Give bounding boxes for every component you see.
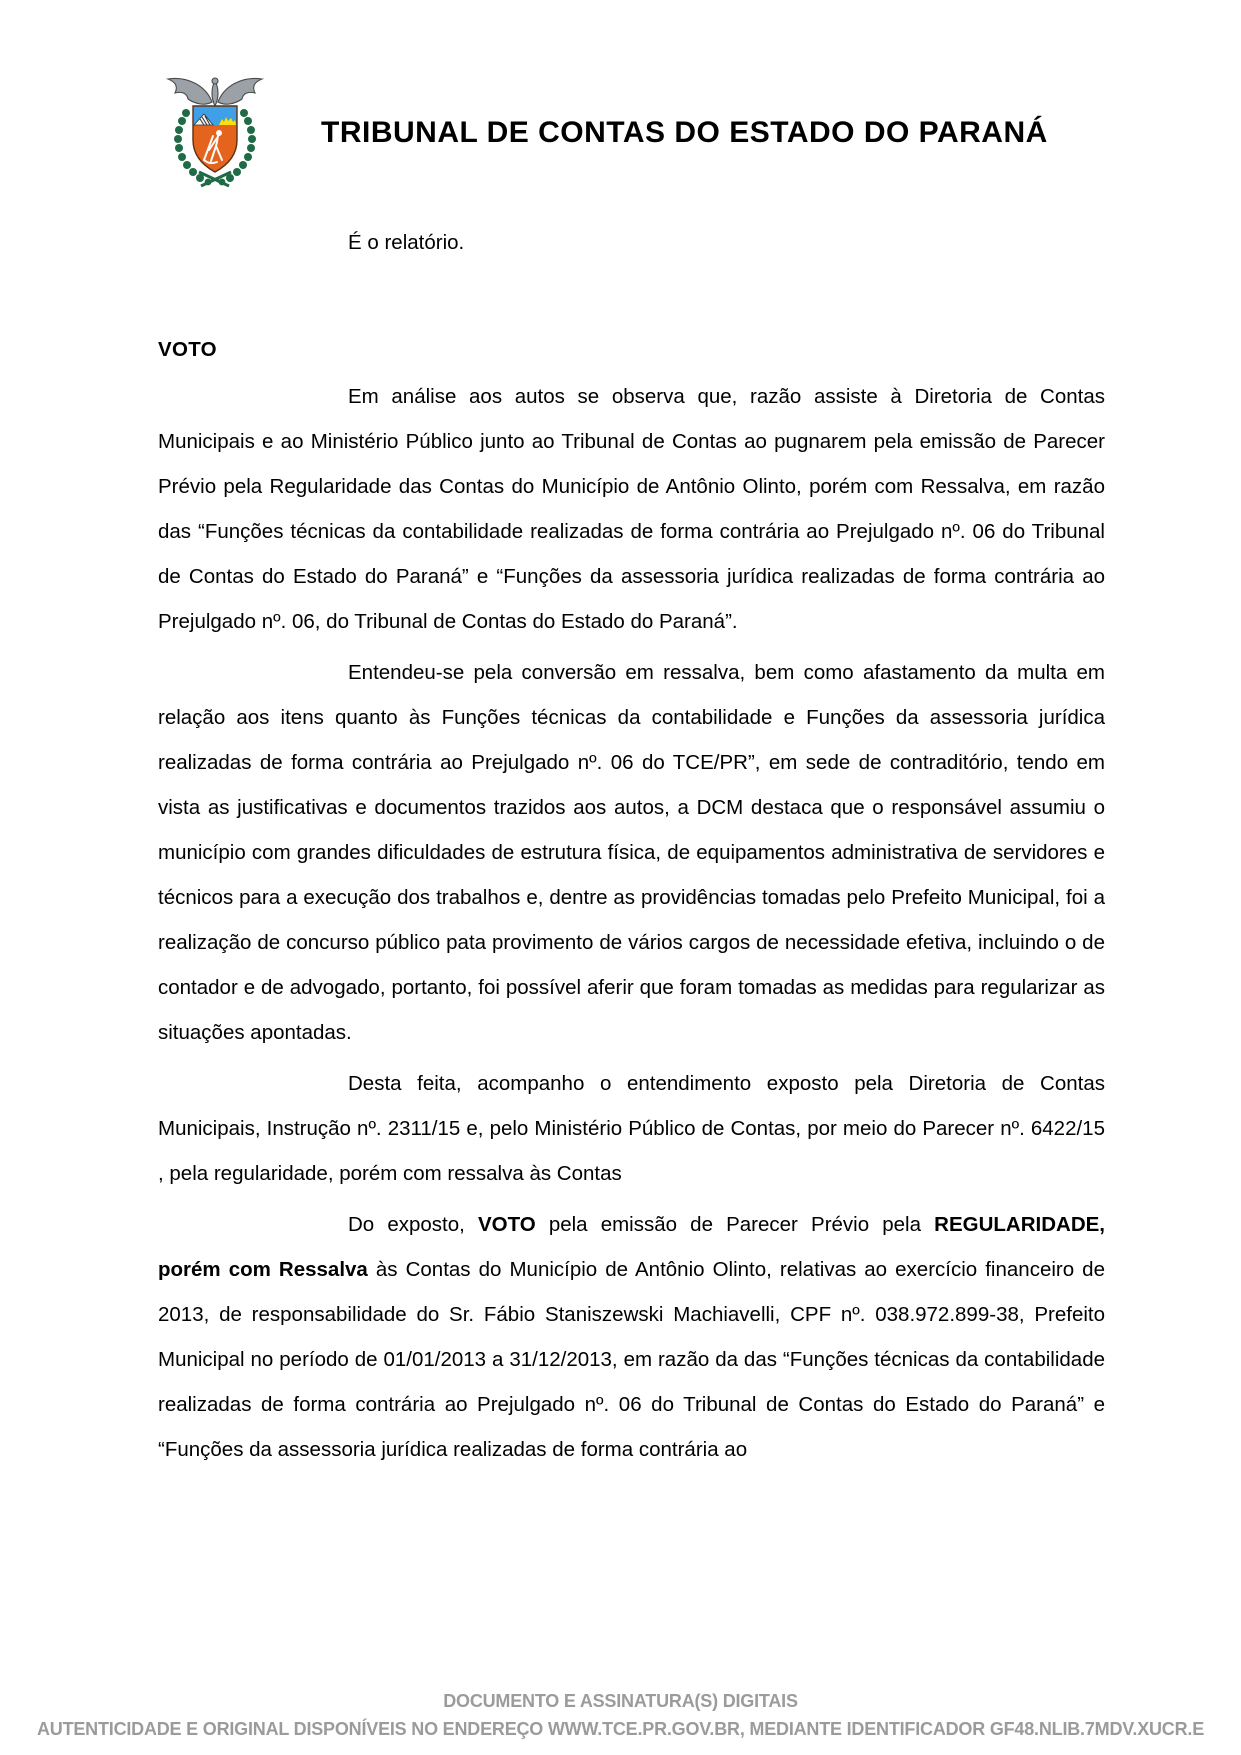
paragraph-3 [158, 1061, 1105, 1196]
document-body [158, 374, 1105, 1478]
text-run: Desta feita, acompanho o entendimento exposto pela Diretoria de Contas Municipais, Instrução nº. 2311/15 e, pelo Ministério Público de Contas, por meio do Parecer nº. 6422/15 , pela regularidade, porém com ressalva às Contas [158, 1072, 1105, 1185]
document-footer [0, 1688, 1241, 1743]
text-run-bold: VOTO [477, 1213, 536, 1236]
paragraph-2 [158, 650, 1105, 1055]
text-run-bold: REGULARIDADE, porém com Ressalva [158, 1213, 1105, 1281]
text-run: pela emissão de Parecer Prévio pela [535, 1213, 935, 1236]
text-run: Em análise aos autos se observa que, razão assiste à Diretoria de Contas Municipais e ao Ministério Público junto ao Tribunal de Contas ao pugnarem pela emissão de Parecer Prévio pela Regularidade das Contas do Município de Antônio Olinto, porém com Ressalva, em razão das “Funções técnicas da contabilidade realizadas de forma contrária ao Prejulgado nº. 06 do Tribunal de Contas do Estado do Paraná” e “Funções da assessoria jurídica realizadas de forma contrária ao Prejulgado nº. 06, do Tribunal de Contas do Estado do Paraná”. [158, 385, 1105, 633]
footer-line-2: AUTENTICIDADE E ORIGINAL DISPONÍVEIS NO ENDEREÇO WWW.TCE.PR.GOV.BR, MEDIANTE IDENTIFICADOR GF48.NLIB.7MDV.XUCR.E [36, 1718, 1205, 1739]
text-run: Do exposto, [348, 1213, 478, 1236]
section-heading-voto: VOTO [158, 338, 217, 361]
page-title: TRIBUNAL DE CONTAS DO ESTADO DO PARANÁ [321, 116, 1048, 149]
text-run: às Contas do Município de Antônio Olinto, relativas ao exercício financeiro de 2013, de responsabilidade do Sr. Fábio Staniszewski Machiavelli, CPF nº. 038.972.899-38, Prefeito Municipal no período de 01/01/2013 a 31/12/2013, em razão da das “Funções técnicas da contabilidade realizadas de forma contrária ao Prejulgado nº. 06 do Tribunal de Contas do Estado do Paraná” e “Funções da assessoria jurídica realizadas de forma contrária ao [158, 1258, 1105, 1461]
parana-coat-of-arms-logo [155, 72, 275, 194]
footer-line-1: DOCUMENTO E ASSINATURA(S) DIGITAIS [443, 1691, 798, 1711]
paragraph-1 [158, 374, 1105, 644]
report-closing-line: É o relatório. [348, 231, 465, 254]
eagle-figure [168, 78, 262, 106]
document-header [155, 72, 1181, 194]
coat-of-arms-icon [155, 72, 275, 194]
text-run: Entendeu-se pela conversão em ressalva, bem como afastamento da multa em relação aos itens quanto às Funções técnicas da contabilidade e Funções da assessoria jurídica realizadas de forma contrária ao Prejulgado nº. 06 do TCE/PR”, em sede de contraditório, tendo em vista as justificativas e documentos trazidos aos autos, a DCM destaca que o responsável assumiu o município com grandes dificuldades de estrutura física, de equipamentos administrativa de servidores e técnicos para a execução dos trabalhos e, dentre as providências tomadas pelo Prefeito Municipal, foi a realização de concurso público pata provimento de vários cargos de necessidade efetiva, incluindo o de contador e de advogado, portanto, foi possível aferir que foram tomadas as medidas para regularizar as situações apontadas. [158, 661, 1105, 1044]
paragraph-4 [158, 1202, 1105, 1472]
